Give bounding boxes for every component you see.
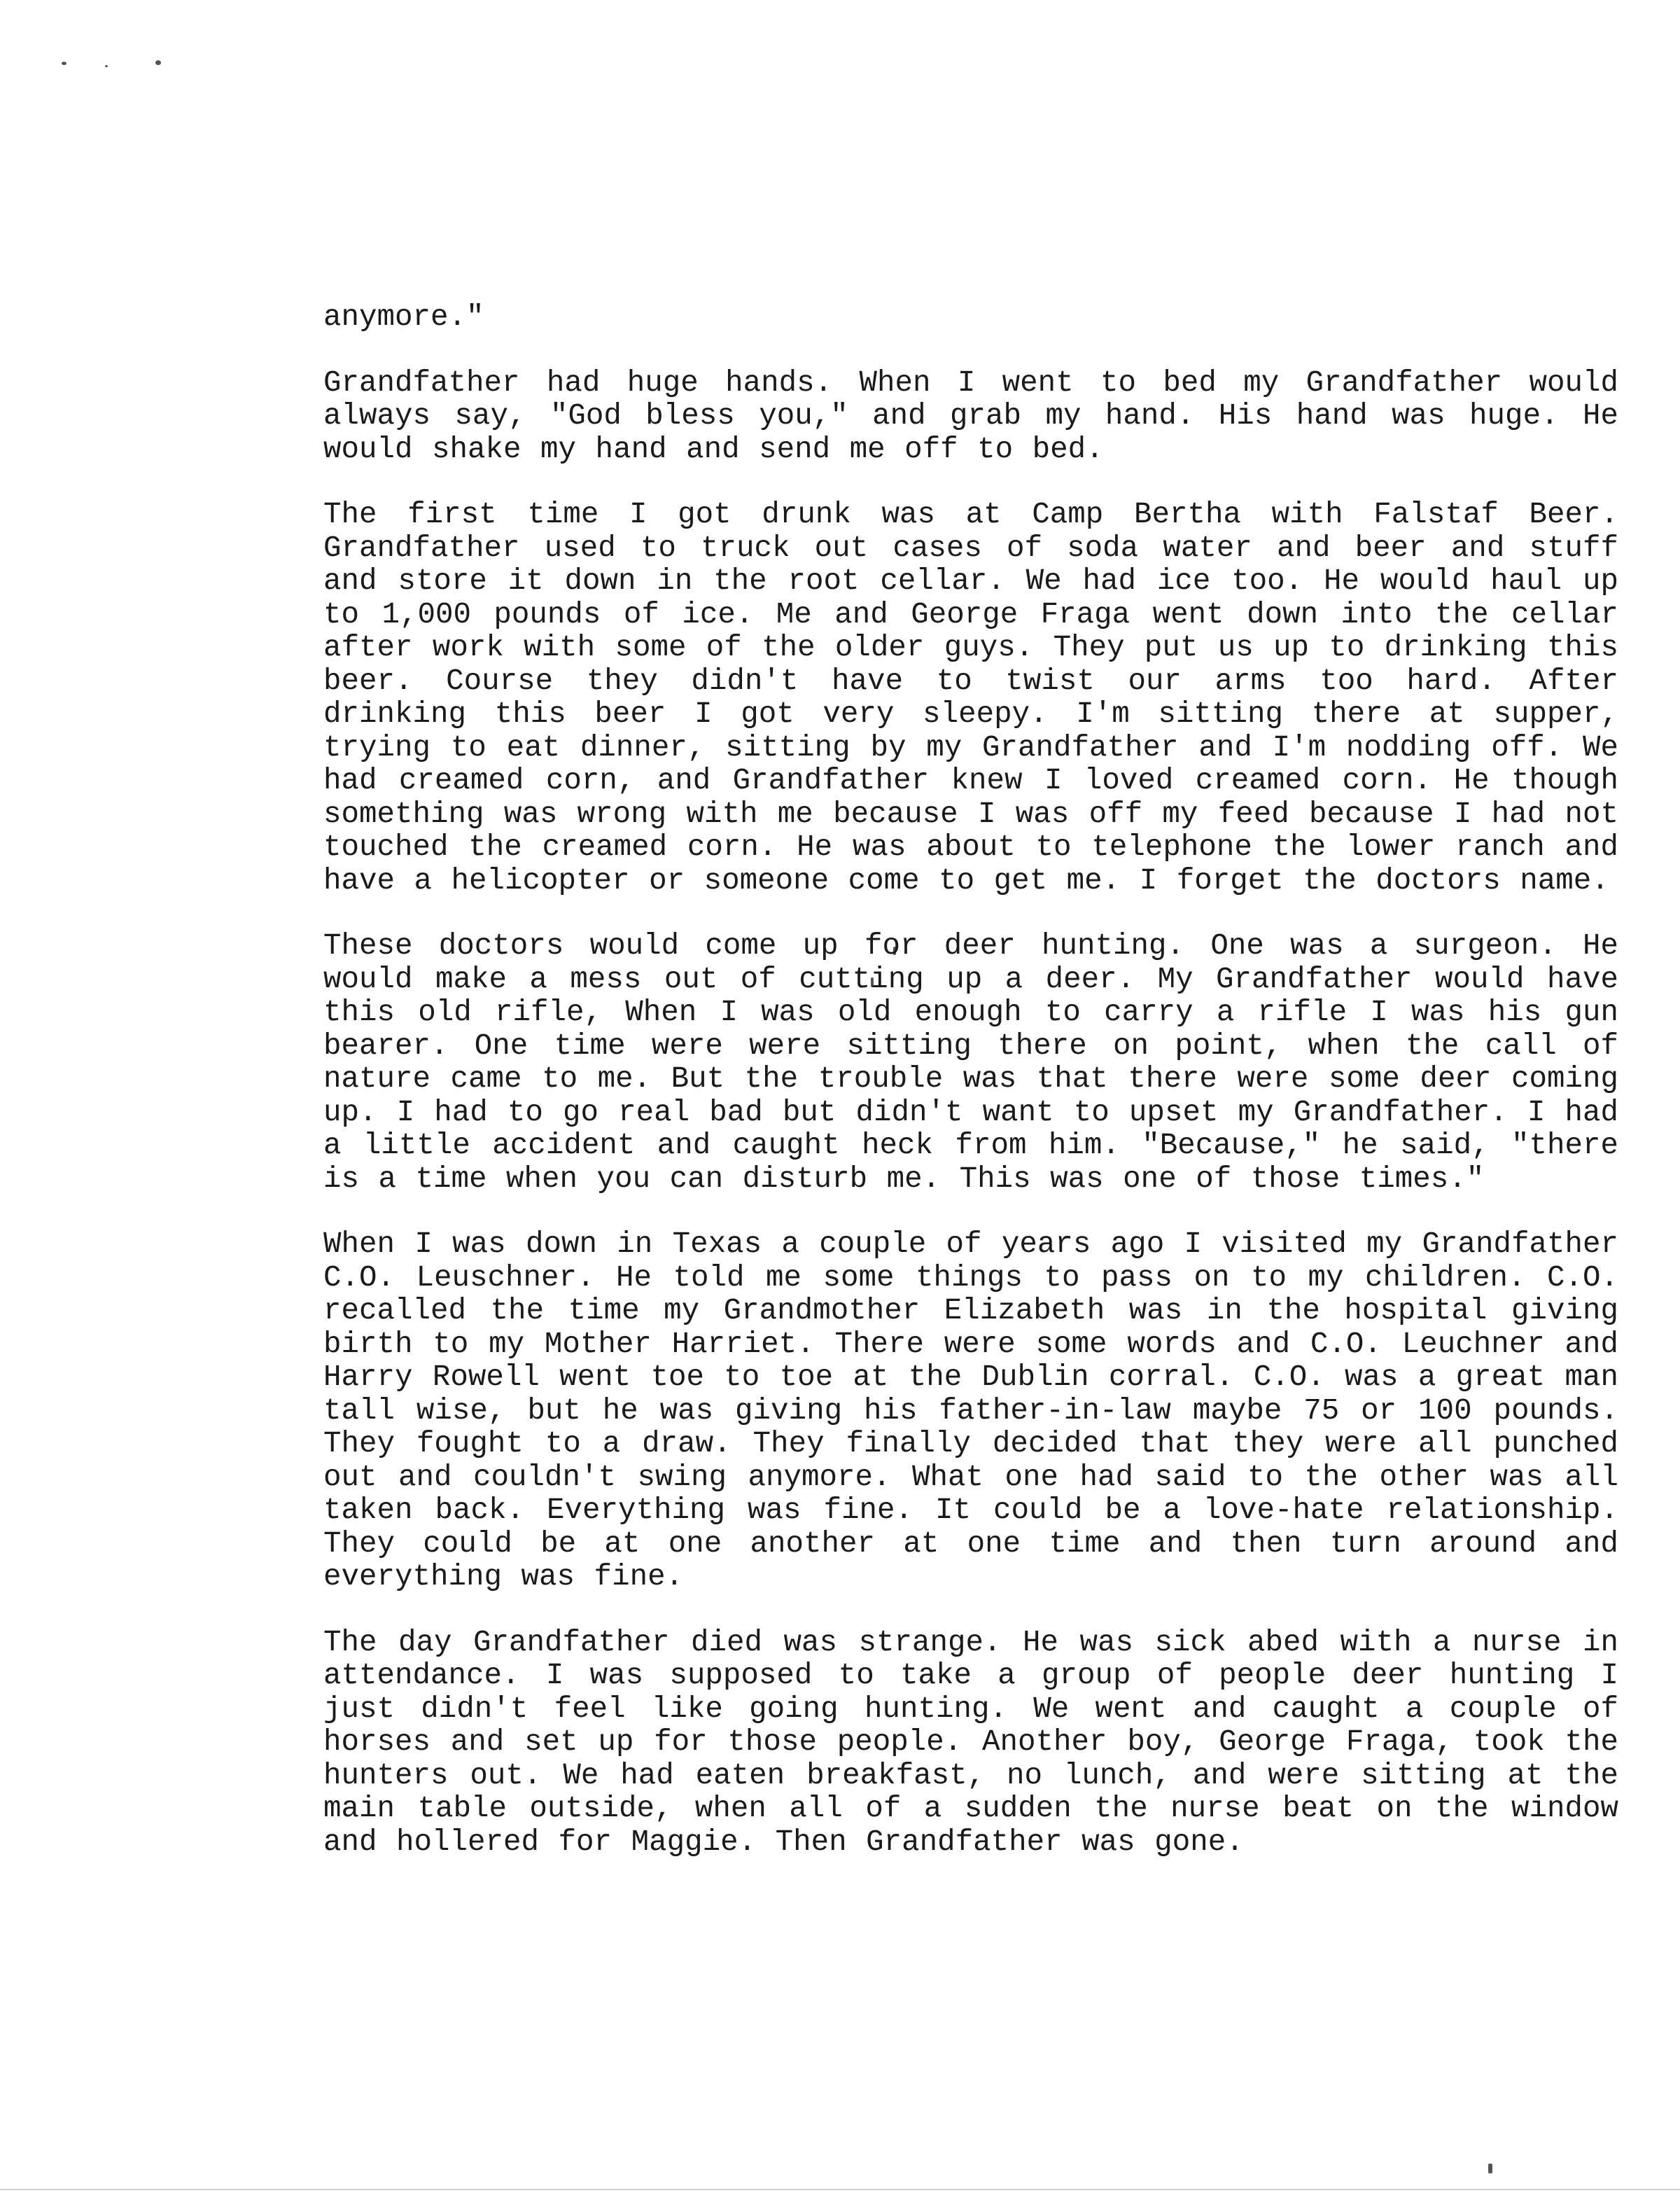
scan-speck <box>155 60 161 65</box>
scan-speck <box>105 65 108 67</box>
paragraph-deer-hunting: These doctors would come up for deer hunting. One was a surgeon. He would make a mess out of cutting up a deer. My Grandfather would have this old rifle, When I was old enough to carry a rifle I was his gun bearer. One time were were sitting there on point, when the call of nature came to me. But the trouble was that there were some deer coming up. I had to go real bad but didn't want to upset my Grandfather. I had a little accident and caught heck from him. "Because," he said, "there is a time when you can disturb me. This was one of those times." <box>323 929 1618 1196</box>
paragraph-grandfather-died: The day Grandfather died was strange. He was sick abed with a nurse in attendance. I was supposed to take a group of people deer hunting I just didn't feel like going hunting. We went and caught a couple of horses and set up for those people. Another boy, George Fraga, took the hunters out. We had eaten breakfast, no lunch, and were sitting at the main table outside, when all of a sudden the nurse beat on the window and hollered for Maggie. Then Grandfather was gone. <box>323 1625 1618 1859</box>
paragraph-first-drunk: The first time I got drunk was at Camp Bertha with Falstaf Beer. Grandfather used to truck out cases of soda water and beer and stuff and store it down in the root cellar. We had ice too. He would haul up to 1,000 pounds of ice. Me and George Fraga went down into the cellar after work with some of the older guys. They put us up to drinking this beer. Course they didn't have to twist our arms too hard. After drinking this beer I got very sleepy. I'm sitting there at supper, trying to eat dinner, sitting by my Grandfather and I'm nodding off. We had creamed corn, and Grandfather knew I loved creamed corn. He though something was wrong with me because I was off my feed because I had not touched the creamed corn. He was about to telephone the lower ranch and have a helicopter or someone come to get me. I forget the doctors name. <box>323 498 1618 898</box>
scan-speck <box>62 62 66 65</box>
scan-bottom-edge <box>0 2189 1680 2190</box>
document-body <box>323 301 1618 1891</box>
paragraph-huge-hands: Grandfather had huge hands. When I went to bed my Grandfather would always say, "God bless you," and grab my hand. His hand was huge. He would shake my hand and send me off to bed. <box>323 365 1618 466</box>
paragraph-anymore: anymore." <box>323 300 484 334</box>
paragraph-texas-visit: When I was down in Texas a couple of years ago I visited my Grandfather C.O. Leuschner. He told me some things to pass on to my children. C.O. recalled the time my Grandmother Elizabeth was in the hospital giving birth to my Mother Harriet. There were some words and C.O. Leuchner and Harry Rowell went toe to toe at the Dublin corral. C.O. was a great man tall wise, but he was giving his father-in-law maybe 75 or 100 pounds. They fought to a draw. They finally decided that they were all punched out and couldn't swing anymore. What one had said to the other was all taken back. Everything was fine. It could be a love-hate relationship. They could be at one another at one time and then turn around and everything was fine. <box>323 1227 1618 1594</box>
scan-speck <box>1488 2164 1492 2173</box>
